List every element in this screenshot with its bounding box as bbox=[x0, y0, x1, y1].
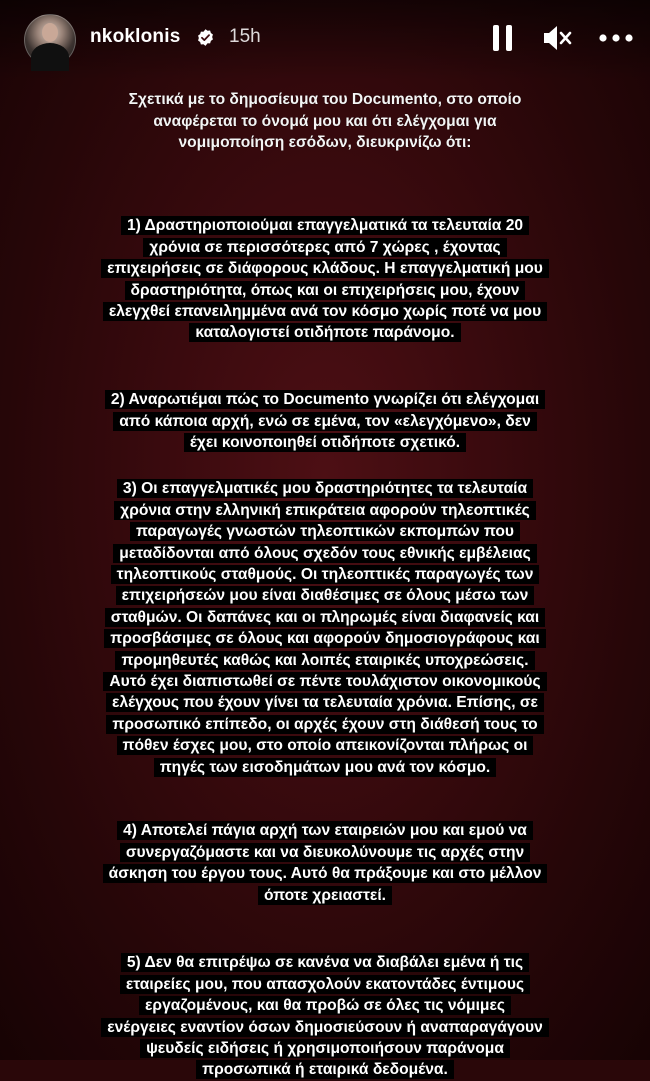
post-time: 15h bbox=[229, 26, 261, 47]
story-intro-text bbox=[40, 68, 610, 154]
point-5-text: 5) Δεν θα επιτρέψω σε κανένα να διαβάλει εμένα ή τις εταιρείες μου, που απασχολούν εκατοντάδες έντιμους εργαζομένους, και θα προβώ σε όλες τις νόμιμες ενέργειες εναντίον όσων δημοσιεύσουν ή αναπαραγάγουν ψευδείς ειδήσεις ή χρησιμοποιήσουν παράνομα προσωπικά ή εταιρικά δεδομένα. bbox=[101, 953, 549, 1079]
point-2-text: 2) Αναρωτιέμαι πώς το Documento γνωρίζει ότι ελέγχομαι από κάποια αρχή, ενώ σε εμένα, τον «ελεγχόμενο», δεν έχει κοινοποιηθεί οτιδήποτε σχετικό. bbox=[105, 390, 545, 452]
point-4-text: 4) Αποτελεί πάγια αρχή των εταιρειών μου και εμού να συνεργαζόμαστε και να διευκολύνουμε τις αρχές στην άσκηση του έργου τους. Αυτό θα πράξουμε και στο μέλλον όποτε χρειαστεί. bbox=[103, 821, 548, 904]
avatar-head bbox=[42, 23, 58, 42]
pause-icon[interactable] bbox=[492, 24, 514, 52]
story-point-3 bbox=[40, 457, 610, 778]
speaker-muted-icon[interactable] bbox=[542, 24, 572, 52]
avatar[interactable] bbox=[24, 14, 76, 66]
avatar-body bbox=[31, 43, 69, 71]
intro-text: Σχετικά με το δημοσίευμα του Documento, στο οποίο αναφέρεται το όνομά μου και ότι ελέγχομαι για νομιμοποίηση εσόδων, διευκρινίζω ότι: bbox=[128, 91, 522, 152]
more-options-icon[interactable] bbox=[598, 24, 634, 52]
verified-badge-icon bbox=[196, 28, 215, 47]
point-3-text: 3) Οι επαγγελματικές μου δραστηριότητες τα τελευταία χρόνια στην ελληνική επικράτεια αφορούν τηλεοπτικές παραγωγές γνωστών τηλεοπτικών εκπομπών που μεταδίδονται από όλους σχεδόν τους εθνικής εμβέλειας τηλεοπτικούς σταθμούς. Οι τηλεοπτικές παραγωγές των επιχειρήσεών μου είναι διαθέσιμες σε όλους μέσω των σταθμών. Οι δαπάνες και οι πληρωμές είναι διαφανείς και προσβάσιμες σε όλους και αφορούν δημοσιογράφους και προμηθευτές καθώς και λοιπές εταιρικές υποχρεώσεις. Αυτό έχει διαπιστωθεί σε πέντε τουλάχιστον οικονομικούς ελέγχους που έχουν γίνει τα τελευταία χρόνια. Επίσης, σε προσωπικό επίπεδο, οι αρχές έχουν στη διάθεσή τους το πόθεν έσχες μου, στο οποίο απεικονίζονται πλήρως οι πηγές των εισοδημάτων μου ανά τον κόσμο. bbox=[103, 479, 546, 776]
story-point-5 bbox=[40, 931, 610, 1081]
story-point-4 bbox=[40, 799, 610, 906]
story-point-1 bbox=[40, 194, 610, 344]
story-point-2 bbox=[40, 368, 610, 454]
username[interactable]: nkoklonis bbox=[90, 26, 181, 47]
point-1-text: 1) Δραστηριοποιούμαι επαγγελματικά τα τελευταία 20 χρόνια σε περισσότερες από 7 χώρες , έχοντας επιχειρήσεις σε διάφορους κλάδους. Η επαγγελματική μου δραστηριότητα, όπως και οι επιχειρήσεις μου, έχουν ελεγχθεί επανειλημμένα ανά τον κόσμο χωρίς ποτέ να μου καταλογιστεί οτιδήποτε παράνομο. bbox=[101, 216, 549, 342]
